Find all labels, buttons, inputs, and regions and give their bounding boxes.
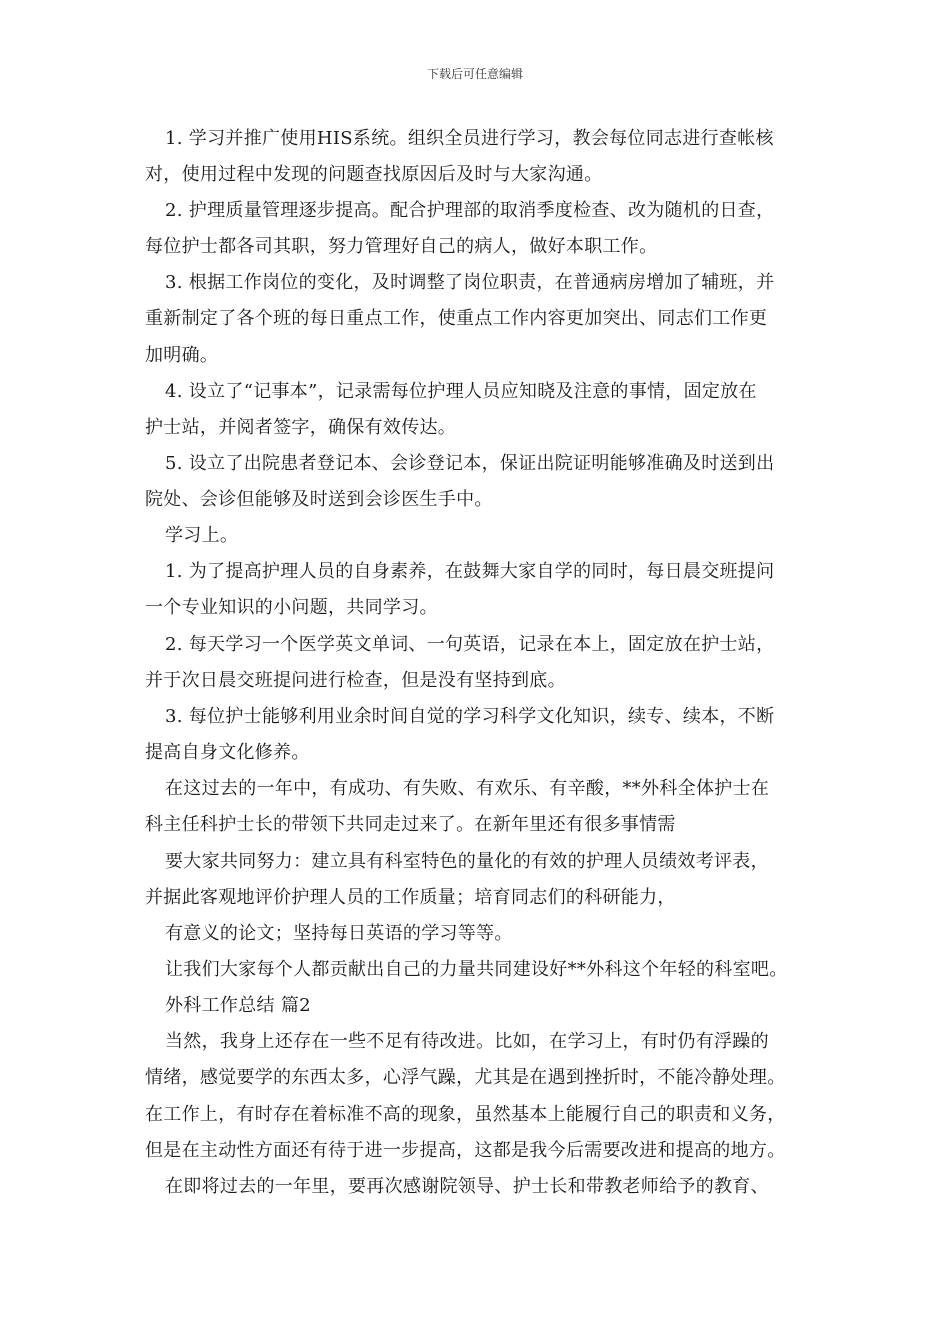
text-line: 1. 为了提高护理人员的自身素养，在鼓舞大家自学的同时，每日晨交班提问 — [165, 561, 775, 582]
text-line: 2. 护理质量管理逐步提高。配合护理部的取消季度检查、改为随机的日查， — [165, 200, 775, 221]
text-line: 提高自身文化修养。 — [145, 742, 310, 763]
text-line: 重新制定了各个班的每日重点工作，使重点工作内容更加突出、同志们工作更 — [145, 308, 768, 329]
text-line: 加明确。 — [145, 345, 219, 366]
text-line: 有意义的论文；坚持每日英语的学习等等。 — [165, 923, 513, 944]
text-line: 并于次日晨交班提问进行检查，但是没有坚持到底。 — [145, 670, 566, 691]
text-line: 1. 学习并推广使用HIS系统。组织全员进行学习，教会每位同志进行查帐核 — [165, 128, 774, 149]
text-line: 情绪，感觉要学的东西太多，心浮气躁，尤其是在遇到挫折时，不能冷静处理。 — [145, 1067, 786, 1088]
text-line: 当然，我身上还存在一些不足有待改进。比如，在学习上，有时仍有浮躁的 — [165, 1031, 769, 1052]
text-line: 对，使用过程中发现的问题查找原因后及时与大家沟通。 — [145, 164, 603, 185]
text-line: 让我们大家每个人都贡献出自己的力量共同建设好**外科这个年轻的科室吧。 — [165, 959, 788, 980]
text-line: 在工作上，有时存在着标准不高的现象，虽然基本上能履行自己的职责和义务， — [145, 1104, 786, 1125]
text-line: 5. 设立了出院患者登记本、会诊登记本，保证出院证明能够准确及时送到出 — [165, 453, 775, 474]
text-line: 每位护士都各司其职，努力管理好自己的病人，做好本职工作。 — [145, 236, 658, 257]
page-header: 下载后可任意编辑 — [426, 67, 523, 81]
text-line: 护士站，并阅者签字，确保有效传达。 — [145, 417, 457, 438]
text-line: 在即将过去的一年里，要再次感谢院领导、护士长和带教老师给予的教育、 — [165, 1176, 769, 1197]
text-line: 4. 设立了“记事本”，记录需每位护理人员应知晓及注意的事情，固定放在 — [165, 381, 757, 402]
text-line: 科主任科护士长的带领下共同走过来了。在新年里还有很多事情需 — [145, 814, 676, 835]
text-line: 但是在主动性方面还有待于进一步提高，这都是我今后需要改进和提高的地方。 — [145, 1140, 786, 1161]
text-line: 3. 每位护士能够利用业余时间自觉的学习科学文化知识，续专、续本，不断 — [165, 706, 775, 727]
text-line: 并据此客观地评价护理人员的工作质量；培育同志们的科研能力， — [145, 887, 676, 908]
text-line: 院处、会诊但能够及时送到会诊医生手中。 — [145, 489, 493, 510]
text-line: 在这过去的一年中，有成功、有失败、有欢乐、有辛酸，**外科全体护士在 — [165, 778, 770, 799]
text-line: 2. 每天学习一个医学英文单词、一句英语，记录在本上，固定放在护士站， — [165, 634, 775, 655]
section-heading: 外科工作总结 篇2 — [165, 995, 311, 1016]
text-line: 要大家共同努力：建立具有科室特色的量化的有效的护理人员绩效考评表， — [165, 851, 769, 872]
section-heading: 学习上。 — [165, 525, 239, 546]
text-line: 3. 根据工作岗位的变化，及时调整了岗位职责，在普通病房增加了辅班，并 — [165, 272, 775, 293]
text-line: 一个专业知识的小问题，共同学习。 — [145, 597, 438, 618]
